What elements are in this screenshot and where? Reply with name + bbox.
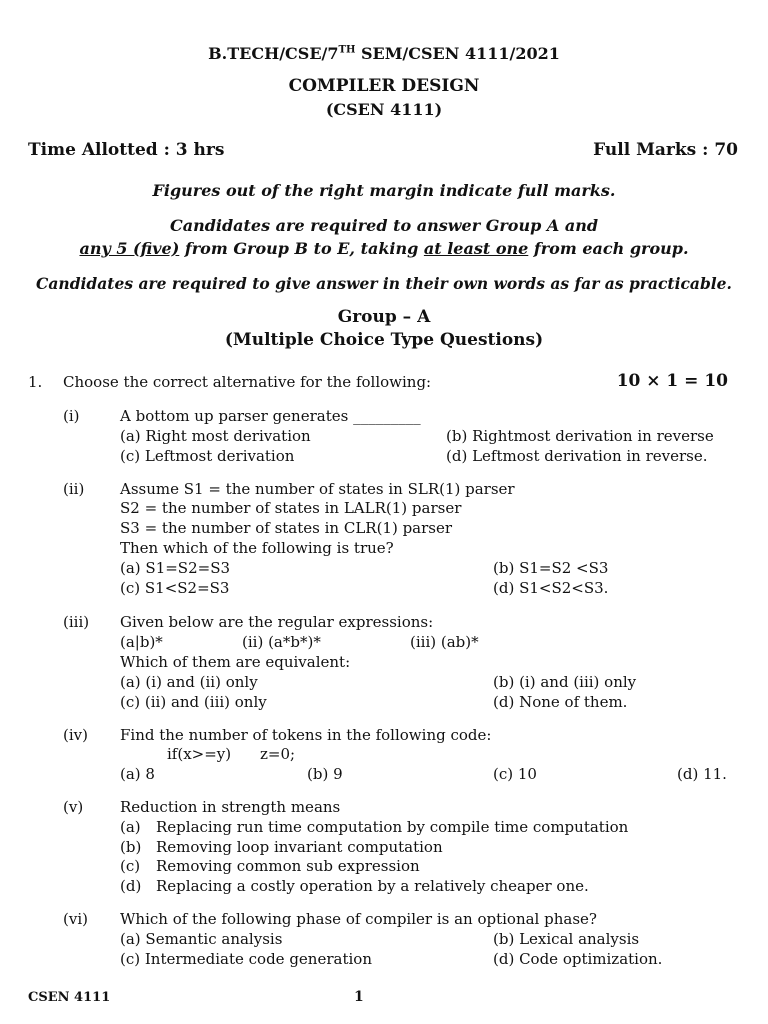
code-snippet-2: z=0; [260, 745, 296, 763]
option-d: (d) Code optimization. [493, 950, 663, 968]
paper-subcode: (CSEN 4111) [325, 100, 443, 119]
option-d: (d) None of them. [493, 693, 628, 711]
option-a: (a) Right most derivation [120, 427, 311, 445]
item-number: (v) [63, 798, 84, 816]
item-number: (i) [63, 407, 80, 425]
item-question-line: S2 = the number of states in LALR(1) parser [120, 499, 462, 517]
item-question: Assume S1 = the number of states in SLR(1) parser [120, 480, 515, 498]
option-b: (b) 9 [307, 765, 343, 783]
option-c: (c) S1<S2=S3 [120, 579, 230, 597]
item-question-line: Which of them are equivalent: [120, 653, 351, 671]
question-number: 1. [28, 373, 43, 391]
option-c: (c) Leftmost derivation [120, 447, 295, 465]
option-b: Removing loop invariant computation [156, 838, 443, 856]
page-number: 1 [354, 989, 364, 1005]
option-a-label: (a) [120, 818, 141, 836]
option-a: Replacing run time computation by compile time computation [156, 818, 629, 836]
option-d: (d) 11. [677, 765, 727, 783]
option-b-label: (b) [120, 838, 142, 856]
footer-code: CSEN 4111 [28, 990, 111, 1005]
item-number: (iii) [63, 613, 90, 631]
option-c: (c) (ii) and (iii) only [120, 693, 267, 711]
item-question: Which of the following phase of compiler is an optional phase? [120, 910, 597, 928]
instruction-1: Figures out of the right margin indicate full marks. [152, 181, 616, 200]
option-c: (c) Intermediate code generation [120, 950, 372, 968]
item-number: (vi) [63, 910, 88, 928]
option-c: (c) 10 [493, 765, 537, 783]
expression-2: (ii) (a*b*)* [242, 633, 321, 651]
group-title: Group – A [337, 307, 431, 327]
option-d: Replacing a costly operation by a relatively cheaper one. [156, 877, 589, 895]
instruction-4: Candidates are required to give answer in their own words as far as practicable. [36, 274, 732, 293]
item-question-line: Then which of the following is true? [120, 539, 394, 557]
paper-title: COMPILER DESIGN [288, 76, 480, 96]
option-a: (a) 8 [120, 765, 155, 783]
option-b: (b) Lexical analysis [493, 930, 640, 948]
option-a: (a) S1=S2=S3 [120, 559, 231, 577]
option-d-label: (d) [120, 877, 142, 895]
option-d: (d) Leftmost derivation in reverse. [446, 447, 708, 465]
option-b: (b) S1=S2 <S3 [493, 559, 609, 577]
group-subtitle: (Multiple Choice Type Questions) [224, 330, 544, 350]
item-question: A bottom up parser generates _________ [120, 407, 421, 425]
paper-code-line: B.TECH/CSE/7TH SEM/CSEN 4111/2021 [208, 44, 560, 63]
full-marks: Full Marks : 70 [593, 140, 738, 160]
question-text: Choose the correct alternative for the following: [63, 373, 432, 391]
option-b: (b) (i) and (iii) only [493, 673, 637, 691]
time-allotted: Time Allotted : 3 hrs [28, 140, 225, 160]
option-c: Removing common sub expression [156, 857, 420, 875]
item-question: Reduction in strength means [120, 798, 341, 816]
question-marks: 10 × 1 = 10 [616, 371, 728, 391]
option-d: (d) S1<S2<S3. [493, 579, 609, 597]
option-b: (b) Rightmost derivation in reverse [446, 427, 714, 445]
option-a: (a) Semantic analysis [120, 930, 283, 948]
instruction-2: Candidates are required to answer Group A and [169, 216, 599, 235]
code-snippet-1: if(x>=y) [167, 745, 232, 763]
instruction-3: any 5 (five) from Group B to E, taking at least one from each group. [79, 239, 689, 258]
item-question: Given below are the regular expressions: [120, 613, 434, 631]
item-question-line: S3 = the number of states in CLR(1) parser [120, 519, 453, 537]
item-number: (iv) [63, 726, 88, 744]
option-a: (a) (i) and (ii) only [120, 673, 258, 691]
item-question: Find the number of tokens in the following code: [120, 726, 492, 744]
item-number: (ii) [63, 480, 85, 498]
option-c-label: (c) [120, 857, 141, 875]
expression-3: (iii) (ab)* [410, 633, 479, 651]
expression-1: (a|b)* [120, 633, 163, 651]
